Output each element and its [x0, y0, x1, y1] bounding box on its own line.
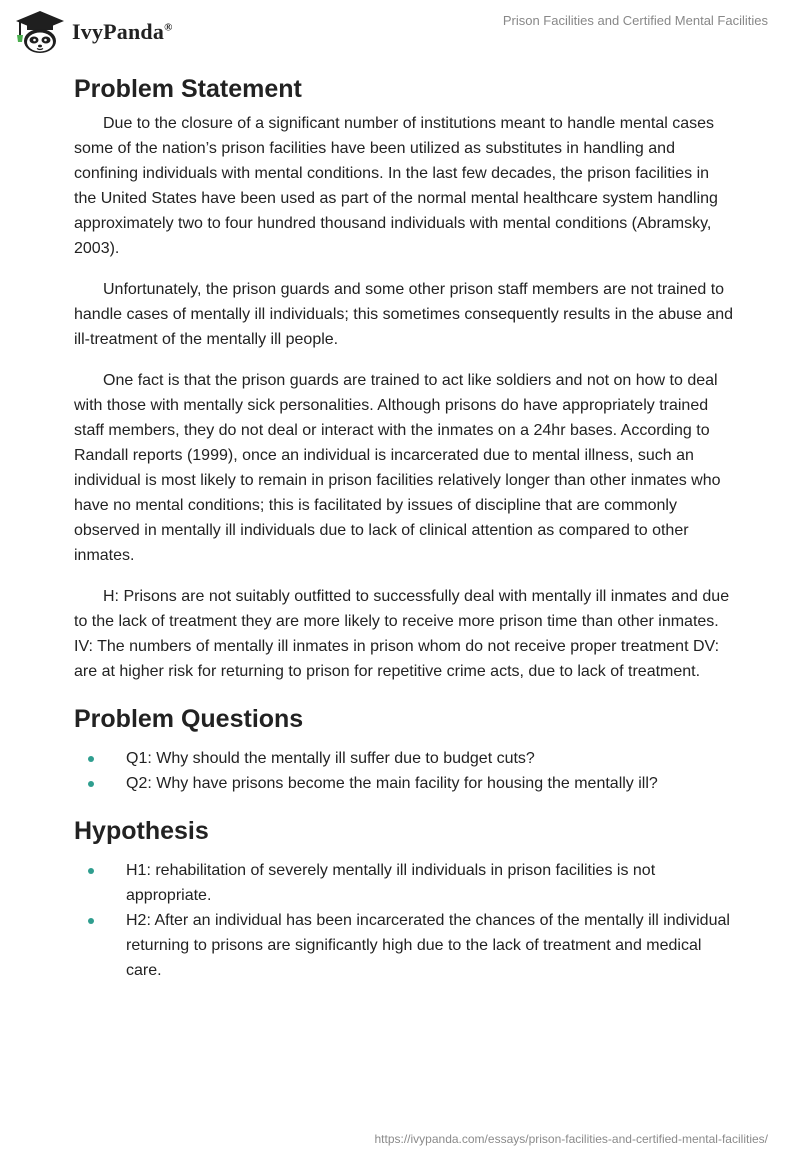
bullet-icon	[88, 781, 94, 787]
heading-problem-statement: Problem Statement	[74, 75, 302, 103]
essay-content	[74, 70, 734, 983]
problem-statement-body	[74, 111, 734, 684]
logo[interactable]	[14, 8, 173, 56]
list-item: H2: After an individual has been incarcerated the chances of the mentally ill individual returning to prisons are significantly high due to the lack of treatment and medical care.	[74, 908, 734, 983]
page-header	[0, 0, 800, 62]
bullet-icon	[88, 868, 94, 874]
paragraph: Due to the closure of a significant number of institutions meant to handle mental cases some of the nation’s prison facilities have been utilized as substitutes in handling and confining individuals with mental conditions. In the last few decades, the prison facilities in the United States have been used as part of the normal mental healthcare system handling approximately two to four hundred thousand individuals with mental conditions (Abramsky, 2003).	[74, 115, 718, 257]
document-title: Prison Facilities and Certified Mental Facilities	[502, 13, 768, 28]
list-item: Q1: Why should the mentally ill suffer due to budget cuts?	[74, 746, 734, 771]
bullet-icon	[88, 918, 94, 924]
paragraph: H: Prisons are not suitably outfitted to successfully deal with mentally ill inmates and due to the lack of treatment they are more likely to receive more prison time than other inmates. IV: The numbers of mentally ill inmates in prison whom do not receive proper treatment DV: are at higher risk for returning to prison for repetitive crime acts, due to lack of treatment.	[74, 588, 730, 680]
paragraph: One fact is that the prison guards are trained to act like soldiers and not on how to deal with those with mentally sick personalities. Although prisons do have appropriately trained staff members, they do not deal or interact with the inmates on a 24hr bases. According to Randall reports (1999), once an individual is incarcerated due to mental illness, such an individual is most likely to remain in prison facilities relatively longer than other inmates who have no mental conditions; this is facilitated by issues of discipline that are commonly observed in mentally ill individuals due to lack of clinical attention as compared to other inmates.	[74, 372, 721, 564]
panda-logo-icon	[14, 9, 66, 55]
source-url-link[interactable]: https://ivypanda.com/essays/prison-facilities-and-certified-mental-facilities/	[374, 1132, 768, 1146]
paragraph: Unfortunately, the prison guards and some other prison staff members are not trained to handle cases of mentally ill individuals; this sometimes consequently results in the abuse and ill-treatment of the mentally ill people.	[74, 281, 734, 348]
bullet-icon	[88, 756, 94, 762]
hypothesis-list	[74, 858, 734, 983]
heading-hypothesis: Hypothesis	[74, 817, 209, 845]
heading-problem-questions: Problem Questions	[74, 705, 304, 733]
logo-text: IvyPanda®	[72, 19, 173, 44]
list-item: H1: rehabilitation of severely mentally ill individuals in prison facilities is not appropriate.	[74, 858, 734, 908]
list-item: Q2: Why have prisons become the main facility for housing the mentally ill?	[74, 771, 734, 796]
problem-questions-list	[74, 746, 734, 796]
